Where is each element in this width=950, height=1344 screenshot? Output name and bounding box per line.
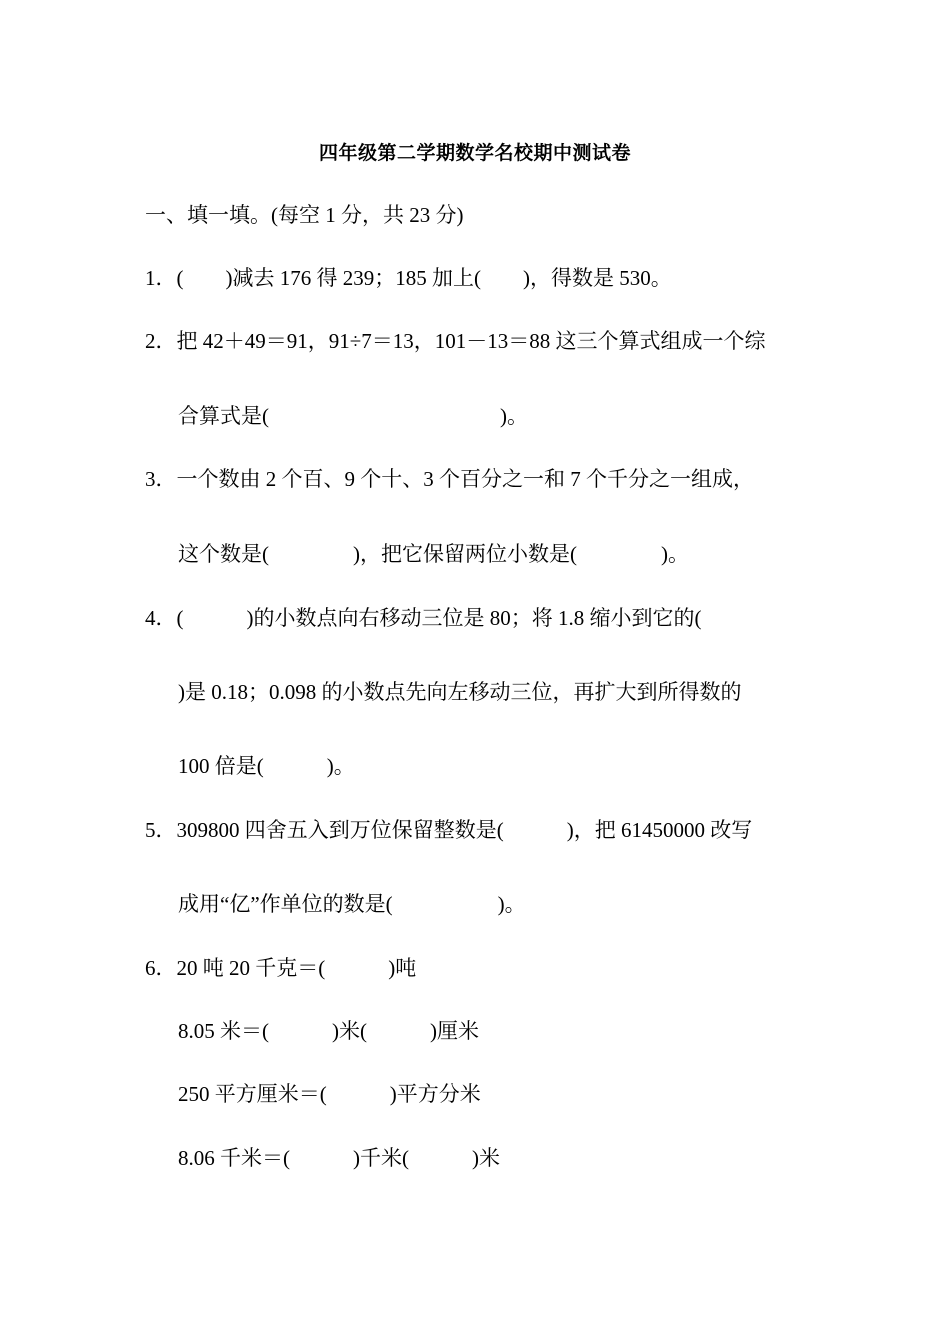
question-6-line-2: 8.05 米＝( )米( )厘米: [178, 1019, 479, 1043]
question-4-line-1: 4．( )的小数点向右移动三位是 80；将 1.8 缩小到它的(: [145, 606, 702, 630]
question-5-line-1: 5．309800 四舍五入到万位保留整数是( )，把 61450000 改写: [145, 818, 753, 842]
page-title: 四年级第二学期数学名校期中测试卷: [318, 142, 631, 164]
question-4-line-3: 100 倍是( )。: [178, 754, 355, 778]
question-2-line-1: 2．把 42＋49＝91，91÷7＝13，101－13＝88 这三个算式组成一个综: [145, 329, 766, 353]
question-6-line-4: 8.06 千米＝( )千米( )米: [178, 1146, 500, 1170]
section-heading: 一、填一填。(每空 1 分，共 23 分): [145, 203, 464, 227]
question-2-line-2: 合算式是( )。: [178, 404, 528, 428]
question-5-line-2: 成用“亿”作单位的数是( )。: [178, 892, 526, 916]
question-3-line-1: 3．一个数由 2 个百、9 个十、3 个百分之一和 7 个千分之一组成，: [145, 467, 754, 491]
question-6-line-3: 250 平方厘米＝( )平方分米: [178, 1082, 481, 1106]
question-3-line-2: 这个数是( )，把它保留两位小数是( )。: [178, 542, 689, 566]
question-6-line-1: 6．20 吨 20 千克＝( )吨: [145, 956, 417, 980]
question-1: 1．( )减去 176 得 239；185 加上( )，得数是 530。: [145, 266, 672, 290]
question-4-line-2: )是 0.18；0.098 的小数点先向左移动三位，再扩大到所得数的: [178, 680, 742, 704]
